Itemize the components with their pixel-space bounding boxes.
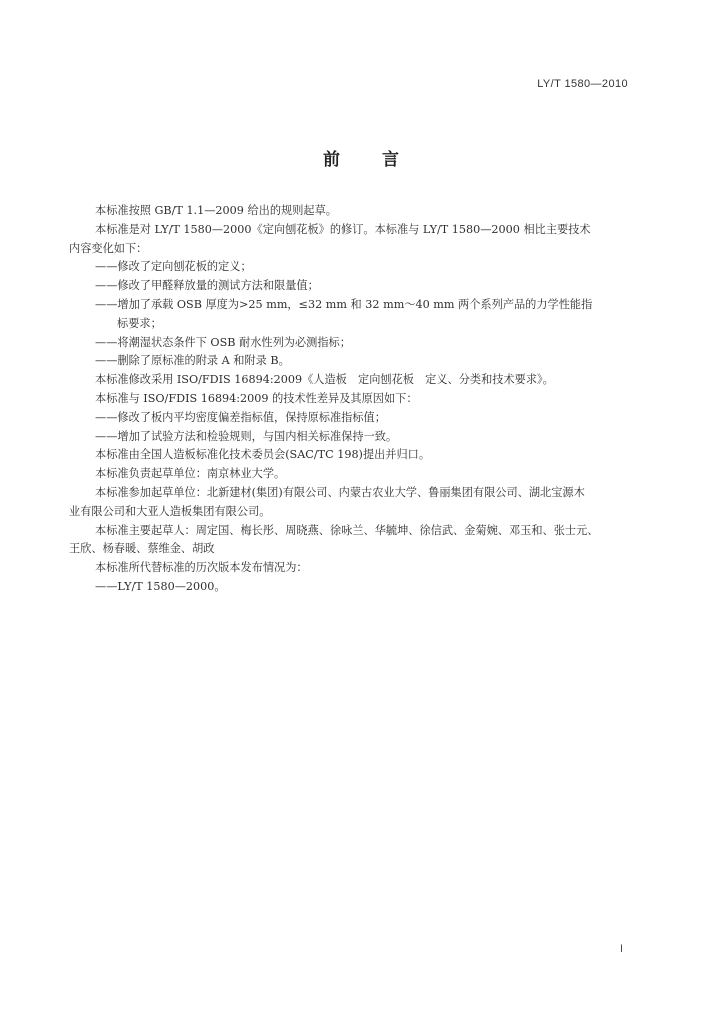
paragraph: 本标准由全国人造板标准化技术委员会(SAC/TC 198)提出并归口。 <box>95 448 431 462</box>
difference-item: ——增加了试验方法和检验规则，与国内相关标准保持一致。 <box>95 429 398 443</box>
change-item: ——修改了定向刨花板的定义； <box>95 260 252 274</box>
change-item-continuation: 标要求； <box>117 316 162 330</box>
standard-code: LY/T 1580—2010 <box>537 78 628 90</box>
document-body <box>69 202 635 597</box>
paragraph: 本标准主要起草人：周定国、梅长彤、周晓燕、徐咏兰、华毓坤、徐信武、金菊婉、邓玉和、张士元、 <box>95 523 599 537</box>
history-item: ——LY/T 1580—2000。 <box>95 579 226 593</box>
page-number: Ⅰ <box>620 944 623 955</box>
paragraph-continuation: 业有限公司和大亚人造板集团有限公司。 <box>69 504 271 518</box>
paragraph-continuation: 内容变化如下： <box>69 241 148 255</box>
paragraph-continuation: 王欣、杨春暖、蔡维金、胡政 <box>69 542 215 556</box>
paragraph: 本标准按照 GB/T 1.1—2009 给出的规则起草。 <box>95 204 337 217</box>
difference-item: ——修改了板内平均密度偏差指标值，保持原标准指标值； <box>95 410 386 424</box>
change-item: ——将潮湿状态条件下 OSB 耐水性列为必测指标； <box>95 335 351 349</box>
paragraph: 本标准是对 LY/T 1580—2000《定向刨花板》的修订。本标准与 LY/T 1580—2000 相比主要技术 <box>95 222 591 236</box>
paragraph: 本标准参加起草单位：北新建材(集团)有限公司、内蒙古农业大学、鲁丽集团有限公司、湖北宝源木 <box>95 485 585 499</box>
page-title: 前言 <box>323 150 441 170</box>
paragraph: 本标准修改采用 ISO/FDIS 16894:2009《人造板 定向刨花板 定义、分类和技术要求》。 <box>95 373 554 387</box>
paragraph: 本标准所代替标准的历次版本发布情况为： <box>95 561 308 575</box>
change-item: ——增加了承载 OSB 厚度为>25 mm，≤32 mm 和 32 mm～40 mm 两个系列产品的力学性能指 <box>95 297 593 311</box>
paragraph: 本标准与 ISO/FDIS 16894:2009 的技术性差异及其原因如下： <box>95 391 418 405</box>
paragraph: 本标准负责起草单位：南京林业大学。 <box>95 467 286 481</box>
change-item: ——修改了甲醛释放量的测试方法和限量值； <box>95 279 319 293</box>
change-item: ——删除了原标准的附录 A 和附录 B。 <box>95 354 290 368</box>
